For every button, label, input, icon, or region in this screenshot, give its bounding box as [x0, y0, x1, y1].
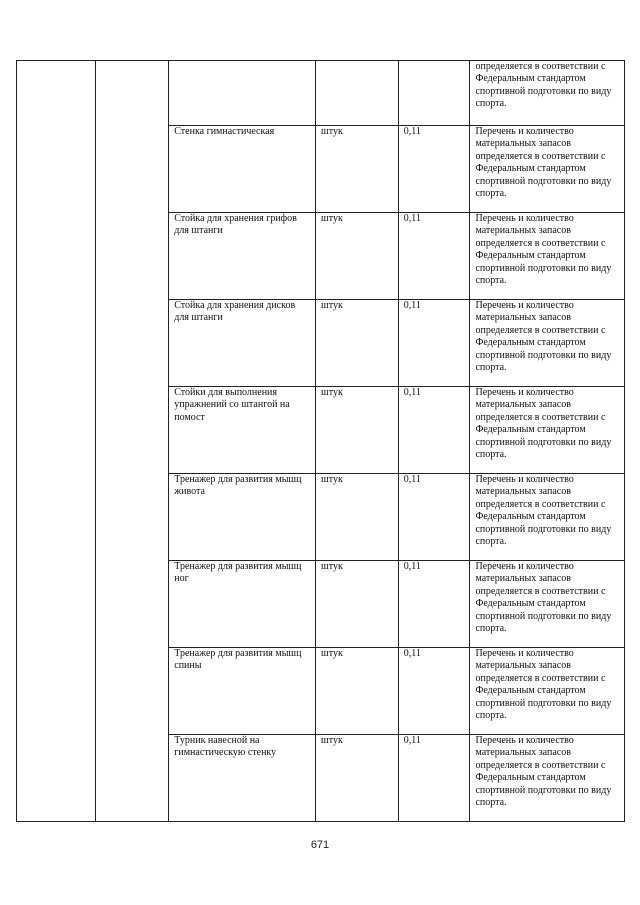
cell-unit: штук — [316, 648, 399, 735]
cell-name: Стойки для выполнения упражнений со штангой на помост — [169, 387, 316, 474]
cell-note: Перечень и количество материальных запасов определяется в соответствии с Федеральным стандартом спортивной подготовки по виду спорта. — [470, 561, 625, 648]
cell-quantity: 0,11 — [398, 648, 470, 735]
cell-name: Стойка для хранения грифов для штанги — [169, 213, 316, 300]
cell-unit: штук — [316, 735, 399, 822]
cell-note: Перечень и количество материальных запасов определяется в соответствии с Федеральным стандартом спортивной подготовки по виду спорта. — [470, 387, 625, 474]
cell-quantity: 0,11 — [398, 300, 470, 387]
cell-quantity: 0,11 — [398, 387, 470, 474]
merged-cell-col1 — [17, 61, 96, 822]
cell-note: Перечень и количество материальных запасов определяется в соответствии с Федеральным стандартом спортивной подготовки по виду спорта. — [470, 474, 625, 561]
cell-name: Тренажер для развития мышц живота — [169, 474, 316, 561]
cell-quantity: 0,11 — [398, 561, 470, 648]
cell-quantity: 0,11 — [398, 213, 470, 300]
continuation-note-text: определяется в соответствии с Федеральным стандартом спортивной подготовки по виду спорта. — [475, 61, 612, 110]
cell-unit: штук — [316, 300, 399, 387]
cell-unit — [316, 61, 399, 126]
cell-name: Тренажер для развития мышц спины — [169, 648, 316, 735]
cell-quantity: 0,11 — [398, 126, 470, 213]
equipment-table — [16, 60, 625, 822]
cell-unit: штук — [316, 474, 399, 561]
cell-quantity — [398, 61, 470, 126]
cell-unit: штук — [316, 561, 399, 648]
cell-note: Перечень и количество материальных запасов определяется в соответствии с Федеральным стандартом спортивной подготовки по виду спорта. — [470, 648, 625, 735]
page-number: 671 — [310, 839, 330, 851]
cell-note: Перечень и количество материальных запасов определяется в соответствии с Федеральным стандартом спортивной подготовки по виду спорта. — [470, 126, 625, 213]
cell-quantity: 0,11 — [398, 474, 470, 561]
cell-note: Перечень и количество материальных запасов определяется в соответствии с Федеральным стандартом спортивной подготовки по виду спорта. — [470, 735, 625, 822]
cell-name: Стойка для хранения дисков для штанги — [169, 300, 316, 387]
table-row-continuation — [17, 61, 625, 126]
cell-note — [470, 61, 625, 126]
cell-note: Перечень и количество материальных запасов определяется в соответствии с Федеральным стандартом спортивной подготовки по виду спорта. — [470, 300, 625, 387]
cell-unit: штук — [316, 126, 399, 213]
cell-quantity: 0,11 — [398, 735, 470, 822]
cell-name: Стенка гимнастическая — [169, 126, 316, 213]
cell-name: Тренажер для развития мышц ног — [169, 561, 316, 648]
cell-unit: штук — [316, 213, 399, 300]
cell-name: Турник навесной на гимнастическую стенку — [169, 735, 316, 822]
cell-unit: штук — [316, 387, 399, 474]
cell-note: Перечень и количество материальных запасов определяется в соответствии с Федеральным стандартом спортивной подготовки по виду спорта. — [470, 213, 625, 300]
merged-cell-col2 — [96, 61, 169, 822]
cell-name — [169, 61, 316, 126]
